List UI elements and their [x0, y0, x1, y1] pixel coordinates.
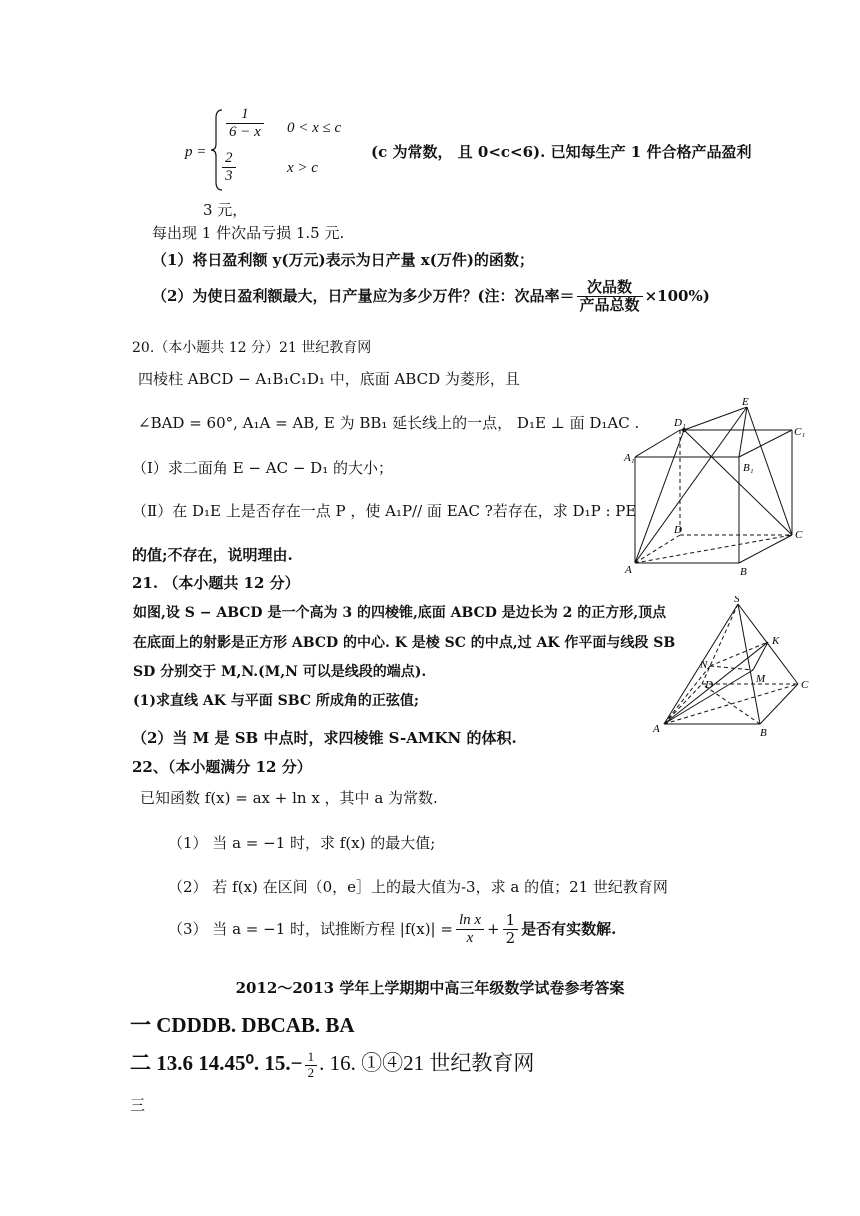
piece-tail2: 3 元，	[203, 201, 248, 219]
q20-part1: （Ⅰ）求二面角 E − AC − D₁ 的大小；	[132, 459, 393, 477]
prism-label-b1: B₁	[743, 462, 754, 474]
pyramid-label-n: N	[700, 659, 708, 671]
prism-label-c: C	[795, 529, 803, 541]
q22-line1: 已知函数 f(x) = ax + ln x ，其中 a 为常数.	[140, 789, 438, 807]
q21-header: 21. （本小题共 12 分）	[132, 574, 300, 592]
q21-part1: (1)求直线 AK 与平面 SBC 所成角的正弦值;	[133, 693, 420, 709]
q22-part2: （2） 若 f(x) 在区间（0，e］上的最大值为-3，求 a 的值；21 世纪教育网	[168, 878, 668, 896]
q20-part2b: 的值;不存在，说明理由.	[132, 546, 293, 564]
q21-line3: SD 分别交于 M,N.(M,N 可以是线段的端点).	[133, 664, 427, 680]
prism-label-a1: A₁	[624, 452, 635, 464]
prism-label-d1: D₁	[674, 417, 686, 429]
q22-part1: （1） 当 a = −1 时，求 f(x) 的最大值;	[168, 834, 436, 852]
piece-row1-frac: $\frac{1}{6 - x}$	[226, 106, 264, 142]
q19-part2: （2）为使日盈利额最大，日产量应为多少万件？(注：次品率＝ $\frac{\text{次品数}}{\text{产品总数}}$ ×100%)	[152, 278, 710, 315]
pyramid-figure	[650, 596, 820, 741]
q19-part1: （1）将日盈利额 y(万元)表示为日产量 x(万件)的函数；	[152, 251, 534, 269]
pyramid-label-b: B	[760, 727, 767, 739]
prism-label-c1: C₁	[794, 426, 806, 438]
piece-row2-frac: $\frac{2}{3}$	[222, 150, 236, 186]
piece-lhs: p =	[185, 144, 207, 160]
piece-row2-cond: x > c	[287, 160, 318, 176]
q22-part3: （3） 当 a = −1 时，试推断方程 |f(x)| = $\frac{\text{ln x}}{x}$ + $\frac{1}{2}$ 是否有实数解.	[168, 911, 617, 948]
pyramid-label-s: S	[734, 596, 740, 605]
prism-label-d: D	[674, 524, 682, 536]
q21-part2: （2）当 M 是 SB 中点时，求四棱锥 S-AMKN 的体积.	[132, 729, 517, 747]
answers-row3: 三	[130, 1096, 146, 1114]
q21-line2: 在底面上的射影是正方形 ABCD 的中心. K 是棱 SC 的中点,过 AK 作平面与线段 SB	[133, 635, 676, 651]
answers-row1: 一 CDDDB. DBCAB. BA	[130, 1013, 355, 1037]
prism-label-a: A	[625, 564, 632, 576]
q20-part2: （Ⅱ）在 D₁E 上是否存在一点 P ，使 A₁P// 面 EAC ?若存在，求 D₁P : PE	[132, 502, 637, 520]
answers-title: 2012～2013 学年上学期期中高三年级数学试卷参考答案	[235, 979, 625, 997]
piece-row1-cond: 0 < x ≤ c	[287, 120, 342, 136]
q22-header: 22、（本小题满分 12 分）	[132, 758, 312, 776]
prism-label-b: B	[740, 566, 747, 578]
prism-figure	[622, 395, 812, 580]
q20-line2: ∠BAD = 60°, A₁A = AB, E 为 BB₁ 延长线上的一点， D₁E ⊥ 面 D₁AC .	[138, 414, 640, 432]
pyramid-label-d: D	[705, 679, 713, 691]
pyramid-label-m: M	[756, 673, 766, 685]
q19-line1: 每出现 1 件次品亏损 1.5 元.	[152, 224, 345, 242]
piece-tail: (c 为常数， 且 0<c<6). 已知每生产 1 件合格产品盈利	[371, 143, 752, 161]
pyramid-label-k: K	[772, 635, 780, 647]
prism-label-e: E	[742, 396, 749, 408]
q21-line1: 如图,设 S − ABCD 是一个高为 3 的四棱锥,底面 ABCD 是边长为 2 的正方形,顶点	[133, 605, 667, 621]
q20-line1: 四棱柱 ABCD − A₁B₁C₁D₁ 中，底面 ABCD 为菱形，且	[138, 370, 520, 388]
pyramid-label-a: A	[653, 723, 660, 735]
q20-header: 20.（本小题共 12 分）21 世纪教育网	[132, 340, 372, 356]
answers-row2: 二 13.6 14.45⁰. 15.− $\frac{1}{2}$ . 16. ①④21 世纪教育网	[130, 1048, 535, 1080]
pyramid-label-c: C	[801, 679, 809, 691]
